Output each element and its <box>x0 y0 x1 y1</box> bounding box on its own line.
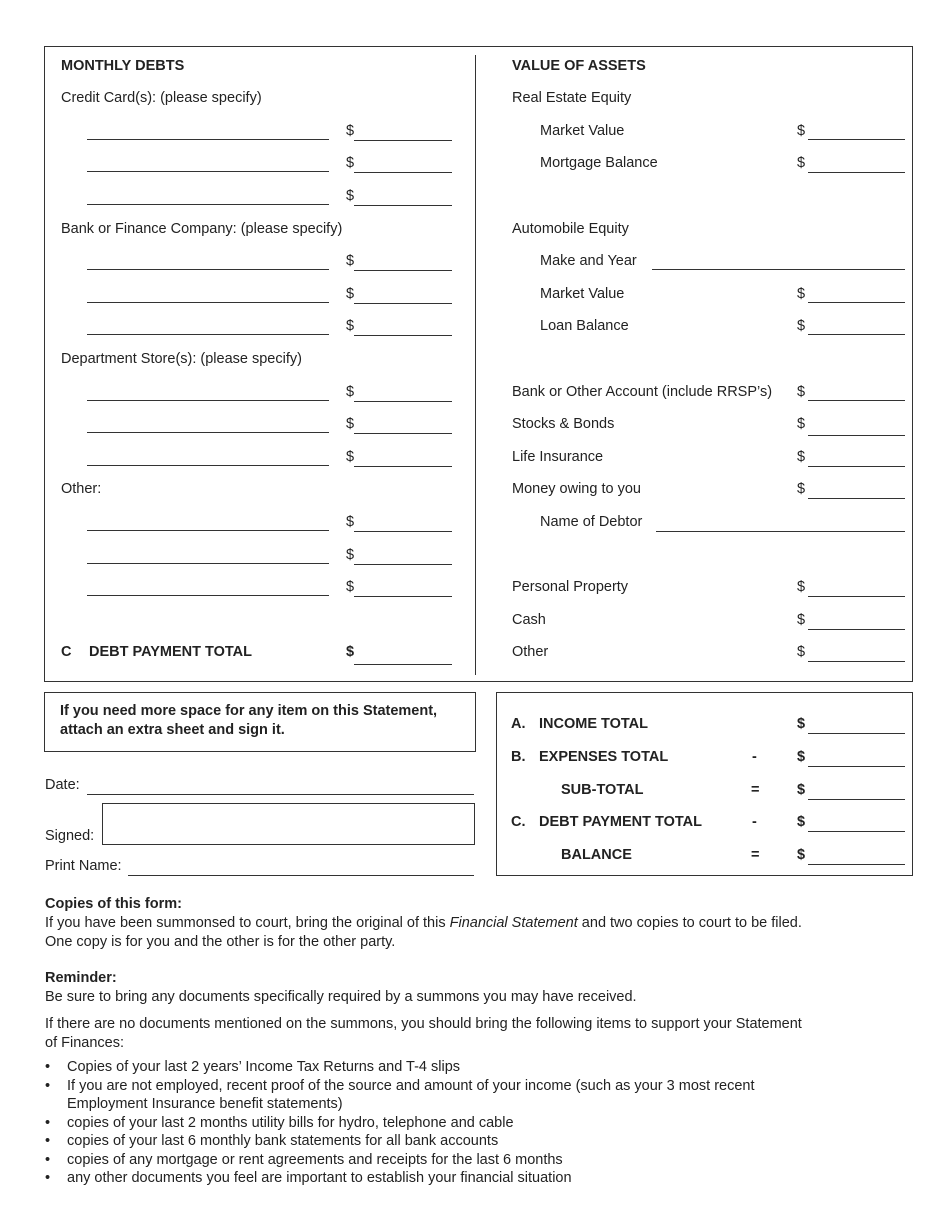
debt-amount-field[interactable] <box>354 401 452 402</box>
debt-description-field[interactable] <box>87 334 329 335</box>
personal-property-label: Personal Property <box>512 579 629 595</box>
debt-amount-field[interactable] <box>354 596 452 597</box>
summary-amount-field[interactable] <box>808 831 905 832</box>
credit-cards-label: Credit Card(s): (please specify) <box>61 90 262 106</box>
debt-amount-field[interactable] <box>354 531 452 532</box>
summary-label: SUB-TOTAL <box>561 782 644 798</box>
print-name-label: Print Name: <box>45 858 122 874</box>
currency-sign: $ <box>346 644 355 660</box>
copies-text-after: and two copies to court to be filed. <box>577 915 802 931</box>
currency-sign: $ <box>797 155 806 171</box>
other-assets-label: Other <box>512 644 549 660</box>
debtor-name-field[interactable] <box>656 531 905 532</box>
mortgage-balance-field[interactable] <box>808 172 905 173</box>
money-owing-field[interactable] <box>808 498 905 499</box>
life-insurance-label: Life Insurance <box>512 449 604 465</box>
stocks-field[interactable] <box>808 435 905 436</box>
monthly-debts-heading: MONTHLY DEBTS <box>61 58 185 74</box>
cash-field[interactable] <box>808 629 905 630</box>
currency-sign: $ <box>797 612 806 628</box>
date-label: Date: <box>45 777 80 793</box>
reminder-list-item: • Copies of your last 2 years’ Income Tax Returns and T-4 slips <box>45 1058 835 1077</box>
cash-label: Cash <box>512 612 546 628</box>
reminder-heading: Reminder: <box>45 970 117 986</box>
currency-sign: $ <box>797 579 806 595</box>
currency-sign: $ <box>797 318 806 334</box>
note-line-2: attach an extra sheet and sign it. <box>60 722 285 738</box>
currency-sign: $ <box>797 716 806 732</box>
copies-text-before: If you have been summonsed to court, bring the original of this <box>45 915 450 931</box>
currency-sign: $ <box>346 188 355 204</box>
note-line-1: If you need more space for any item on this Statement, <box>60 703 438 719</box>
reminder-list-item: • any other documents you feel are important to establish your financial situation <box>45 1169 835 1188</box>
summary-amount-field[interactable] <box>808 799 905 800</box>
date-field[interactable] <box>87 794 474 795</box>
reminder-list-item: • copies of your last 2 months utility bills for hydro, telephone and cable <box>45 1114 835 1133</box>
debt-description-field[interactable] <box>87 530 329 531</box>
summary-letter: A. <box>511 716 526 732</box>
automobile-label: Automobile Equity <box>512 221 629 237</box>
currency-sign: $ <box>346 318 355 334</box>
market-value-field[interactable] <box>808 139 905 140</box>
debt-description-field[interactable] <box>87 302 329 303</box>
currency-sign: $ <box>797 123 806 139</box>
reminder-list-item: • copies of any mortgage or rent agreements and receipts for the last 6 months <box>45 1151 835 1170</box>
currency-sign: $ <box>346 514 355 530</box>
debtor-name-label: Name of Debtor <box>540 514 643 530</box>
currency-sign: $ <box>797 384 806 400</box>
life-insurance-field[interactable] <box>808 466 905 467</box>
currency-sign: $ <box>797 644 806 660</box>
debt-description-field[interactable] <box>87 139 329 140</box>
bank-account-label: Bank or Other Account (include RRSP’s) <box>512 384 773 400</box>
bank-finance-label: Bank or Finance Company: (please specify) <box>61 221 343 237</box>
other-debts-label: Other: <box>61 481 102 497</box>
currency-sign: $ <box>797 847 806 863</box>
summary-amount-field[interactable] <box>808 733 905 734</box>
summary-letter: C. <box>511 814 526 830</box>
copies-text-italic: Financial Statement <box>449 915 578 931</box>
loan-balance-field[interactable] <box>808 334 905 335</box>
stocks-label: Stocks & Bonds <box>512 416 615 432</box>
debt-amount-field[interactable] <box>354 303 452 304</box>
currency-sign: $ <box>346 579 355 595</box>
currency-sign: $ <box>797 286 806 302</box>
reminder-intro: If there are no documents mentioned on the summons, you should bring the following items to support your Statement of Finances: <box>45 1016 802 1051</box>
debt-amount-field[interactable] <box>354 205 452 206</box>
currency-sign: $ <box>346 384 355 400</box>
copies-heading: Copies of this form: <box>45 896 182 912</box>
summary-operator: - <box>752 749 757 765</box>
reminder-line-1: Be sure to bring any documents specifically required by a summons you may have received. <box>45 989 637 1005</box>
summary-label: DEBT PAYMENT TOTAL <box>539 814 702 830</box>
summary-label: INCOME TOTAL <box>539 716 649 732</box>
reminder-list-wrap <box>45 1058 835 1188</box>
copies-line-2: One copy is for you and the other is for the other party. <box>45 934 396 950</box>
department-store-label: Department Store(s): (please specify) <box>61 351 302 367</box>
market-value-label: Market Value <box>540 123 625 139</box>
currency-sign: $ <box>346 253 355 269</box>
money-owing-label: Money owing to you <box>512 481 641 497</box>
debt-amount-field[interactable] <box>354 564 452 565</box>
debt-description-field[interactable] <box>87 465 329 466</box>
currency-sign: $ <box>797 749 806 765</box>
reminder-list-item: • If you are not employed, recent proof of the source and amount of your income (such as your 3 most recent Employment Insurance benefit statements) <box>45 1077 835 1114</box>
debt-description-field[interactable] <box>87 171 329 172</box>
debt-amount-field[interactable] <box>354 270 452 271</box>
print-name-field[interactable] <box>128 875 474 876</box>
debt-description-field[interactable] <box>87 563 329 564</box>
debt-total-label: DEBT PAYMENT TOTAL <box>89 644 252 660</box>
currency-sign: $ <box>797 814 806 830</box>
debt-amount-field[interactable] <box>354 433 452 434</box>
debt-total-field[interactable] <box>354 664 452 665</box>
debt-total-letter: C <box>61 644 72 660</box>
loan-balance-label: Loan Balance <box>540 318 629 334</box>
copies-text <box>45 914 895 933</box>
signed-label: Signed: <box>45 828 95 844</box>
debt-description-field[interactable] <box>87 269 329 270</box>
currency-sign: $ <box>797 416 806 432</box>
mortgage-balance-label: Mortgage Balance <box>540 155 658 171</box>
currency-sign: $ <box>346 155 355 171</box>
signature-box[interactable] <box>102 803 475 845</box>
make-year-field[interactable] <box>652 269 905 270</box>
summary-letter: B. <box>511 749 526 765</box>
summary-label: EXPENSES TOTAL <box>539 749 669 765</box>
personal-property-field[interactable] <box>808 596 905 597</box>
summary-amount-field[interactable] <box>808 766 905 767</box>
currency-sign: $ <box>346 547 355 563</box>
column-divider <box>475 55 476 675</box>
real-estate-label: Real Estate Equity <box>512 90 632 106</box>
debt-description-field[interactable] <box>87 204 329 205</box>
currency-sign: $ <box>797 449 806 465</box>
summary-label: BALANCE <box>561 847 632 863</box>
currency-sign: $ <box>346 286 355 302</box>
currency-sign: $ <box>346 123 355 139</box>
summary-operator: - <box>752 814 757 830</box>
other-assets-field[interactable] <box>808 661 905 662</box>
currency-sign: $ <box>346 449 355 465</box>
summary-amount-field[interactable] <box>808 864 905 865</box>
debt-description-field[interactable] <box>87 595 329 596</box>
bank-account-field[interactable] <box>808 400 905 401</box>
reminder-list <box>45 1058 835 1188</box>
make-year-label: Make and Year <box>540 253 637 269</box>
auto-market-value-label: Market Value <box>540 286 625 302</box>
debt-amount-field[interactable] <box>354 172 452 173</box>
debt-description-field[interactable] <box>87 432 329 433</box>
currency-sign: $ <box>346 416 355 432</box>
debt-amount-field[interactable] <box>354 335 452 336</box>
debt-amount-field[interactable] <box>354 140 452 141</box>
debt-description-field[interactable] <box>87 400 329 401</box>
auto-market-value-field[interactable] <box>808 302 905 303</box>
currency-sign: $ <box>797 782 806 798</box>
assets-heading: VALUE OF ASSETS <box>512 58 646 74</box>
summary-operator: = <box>751 847 760 863</box>
summary-operator: = <box>751 782 760 798</box>
reminder-list-item: • copies of your last 6 monthly bank statements for all bank accounts <box>45 1132 835 1151</box>
debt-amount-field[interactable] <box>354 466 452 467</box>
currency-sign: $ <box>797 481 806 497</box>
